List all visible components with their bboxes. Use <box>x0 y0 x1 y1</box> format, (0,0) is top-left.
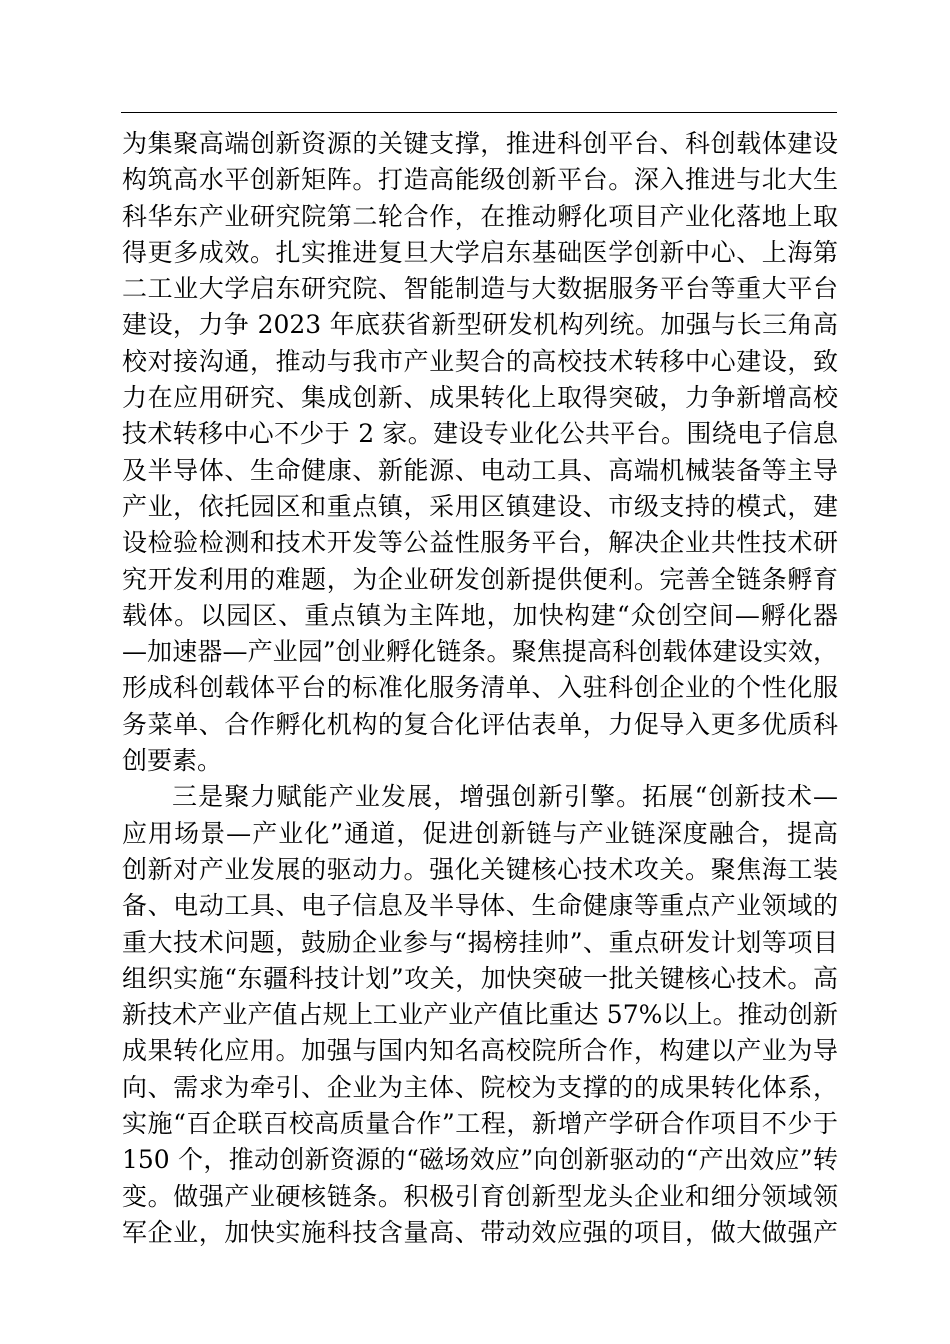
text-line: 向、需求为牵引、企业为主体、院校为支撑的的成果转化体系， <box>122 1072 838 1102</box>
text-line: 备、电动工具、电子信息及半导体、生命健康等重点产业领域的 <box>122 891 838 921</box>
text-line: 组织实施“东疆科技计划”攻关，加快突破一批关键核心技术。高 <box>122 963 838 993</box>
paragraph-1 <box>122 126 838 779</box>
text-line: 及半导体、生命健康、新能源、电动工具、高端机械装备等主导 <box>122 455 838 485</box>
text-line: 设检验检测和技术开发等公益性服务平台，解决企业共性技术研 <box>122 528 838 558</box>
text-line: 力在应用研究、集成创新、成果转化上取得突破，力争新增高校 <box>122 383 838 413</box>
text-line: 变。做强产业硬核链条。积极引育创新型龙头企业和细分领域领 <box>122 1181 838 1211</box>
text-line: 150 个，推动创新资源的“磁场效应”向创新驱动的“产出效应”转 <box>122 1145 838 1175</box>
text-line: 军企业，加快实施科技含量高、带动效应强的项目，做大做强产 <box>122 1217 838 1247</box>
text-line: 成果转化应用。加强与国内知名高校院所合作，构建以产业为导 <box>122 1036 838 1066</box>
text-line: 构筑高水平创新矩阵。打造高能级创新平台。深入推进与北大生 <box>122 165 838 195</box>
text-line: 务菜单、合作孵化机构的复合化评估表单，力促导入更多优质科 <box>122 709 838 739</box>
header-rule <box>121 112 837 113</box>
text-line: —加速器—产业园”创业孵化链条。聚焦提高科创载体建设实效， <box>122 637 838 667</box>
paragraph-2 <box>122 779 838 1251</box>
document-body <box>122 126 838 1251</box>
text-line: 得更多成效。扎实推进复旦大学启东基础医学创新中心、上海第 <box>122 237 838 267</box>
text-line: 科华东产业研究院第二轮合作，在推动孵化项目产业化落地上取 <box>122 201 838 231</box>
text-line: 二工业大学启东研究院、智能制造与大数据服务平台等重大平台 <box>122 274 838 304</box>
text-line: 应用场景—产业化”通道，促进创新链与产业链深度融合，提高 <box>122 818 838 848</box>
text-line: 技术转移中心不少于 2 家。建设专业化公共平台。围绕电子信息 <box>122 419 838 449</box>
text-line: 校对接沟通，推动与我市产业契合的高校技术转移中心建设，致 <box>122 346 838 376</box>
text-line: 载体。以园区、重点镇为主阵地，加快构建“众创空间—孵化器 <box>122 600 838 630</box>
text-line: 新技术产业产值占规上工业产业产值比重达 57%以上。推动创新 <box>122 1000 838 1030</box>
text-line: 产业，依托园区和重点镇，采用区镇建设、市级支持的模式，建 <box>122 491 838 521</box>
text-line: 创新对产业发展的驱动力。强化关键核心技术攻关。聚焦海工装 <box>122 854 838 884</box>
text-line: 三是聚力赋能产业发展，增强创新引擎。拓展“创新技术— <box>172 782 838 812</box>
text-line: 建设，力争 2023 年底获省新型研发机构列统。加强与长三角高 <box>122 310 838 340</box>
text-line: 形成科创载体平台的标准化服务清单、入驻科创企业的个性化服 <box>122 673 838 703</box>
text-line: 重大技术问题，鼓励企业参与“揭榜挂帅”、重点研发计划等项目 <box>122 927 838 957</box>
text-line: 为集聚高端创新资源的关键支撑，推进科创平台、科创载体建设 <box>122 129 838 158</box>
text-line: 创要素。 <box>122 746 223 776</box>
text-line: 实施“百企联百校高质量合作”工程，新增产学研合作项目不少于 <box>122 1109 838 1139</box>
text-line: 究开发利用的难题，为企业研发创新提供便利。完善全链条孵育 <box>122 564 838 594</box>
